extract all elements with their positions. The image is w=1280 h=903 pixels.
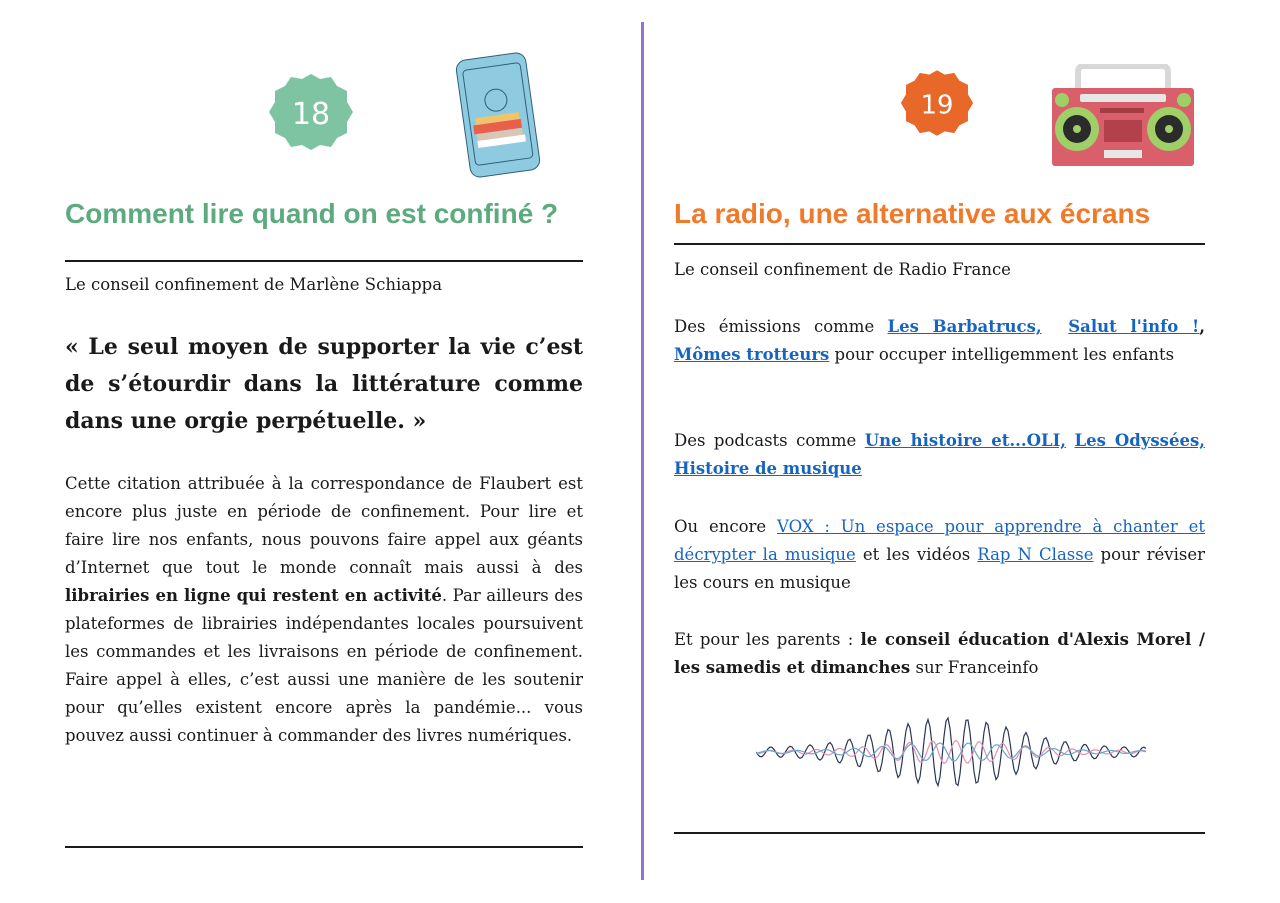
title-rule: [674, 243, 1205, 245]
link-salut-linfo[interactable]: Salut l'info !: [1068, 317, 1200, 336]
badge-number: 19: [920, 90, 954, 121]
tablet-books-icon: [453, 50, 543, 180]
bottom-rule: [674, 832, 1205, 834]
badge-number: 18: [291, 97, 331, 132]
sound-wave-icon: [756, 712, 1146, 792]
text: pour occuper intelligemment les enfants: [829, 345, 1175, 364]
text: pour réviser les cours en musique: [674, 545, 1205, 592]
body-text: . Par ailleurs des plateformes de librairies indépendantes locales poursuivent les commandes et les livraisons en période de confinement. Faire appel à elles, c’est aussi une manière de les soutenir pour qu’elles existent encore après la pandémie... vous pouvez aussi continuer à commander des livres numériques.: [65, 586, 583, 745]
text: sur Franceinfo: [910, 658, 1039, 677]
link-une-histoire-et-oli[interactable]: Une histoire et...OLI,: [864, 431, 1067, 450]
text: Ou encore: [674, 517, 777, 536]
shows-paragraph: [674, 313, 1205, 369]
subtitle: Le conseil confinement de Marlène Schiappa: [65, 275, 443, 294]
badge-18-icon: [268, 72, 354, 152]
section-title: Comment lire quand on est confiné ?: [65, 198, 559, 229]
bottom-rule: [65, 846, 583, 848]
boombox-icon: [1052, 64, 1194, 168]
vox-paragraph: [674, 513, 1205, 597]
badge-19-icon: [900, 67, 974, 139]
quote: « Le seul moyen de supporter la vie c’est de s’étourdir dans la littérature comme dans une orgie perpétuelle. »: [65, 334, 583, 434]
text: ,: [1199, 317, 1205, 336]
podcasts-paragraph: [674, 427, 1205, 483]
section-title: La radio, une alternative aux écrans: [674, 198, 1151, 229]
parents-paragraph: [674, 626, 1205, 682]
link-les-barbatrucs[interactable]: Les Barbatrucs,: [887, 317, 1042, 336]
link-vox[interactable]: VOX : Un espace pour apprendre à chanter et décrypter la musique: [674, 517, 1205, 564]
text: Des podcasts comme: [674, 431, 865, 450]
link-les-odyssees[interactable]: Les Odyssées,: [1074, 431, 1205, 450]
text: et les vidéos: [855, 545, 978, 564]
link-histoire-de-musique[interactable]: Histoire de musique: [674, 459, 862, 478]
link-momes-trotteurs[interactable]: Mômes trotteurs: [674, 345, 830, 364]
body-bold: librairies en ligne qui restent en activité: [65, 586, 442, 605]
bold-text: le conseil éducation d'Alexis Morel / les samedis et dimanches: [674, 630, 1205, 677]
title-rule: [65, 260, 583, 262]
subtitle: Le conseil confinement de Radio France: [674, 260, 1011, 279]
link-rap-n-classe[interactable]: Rap N Classe: [977, 545, 1094, 564]
text: Et pour les parents :: [674, 630, 861, 649]
column-divider: [641, 22, 644, 880]
text: Des émissions comme: [674, 317, 888, 336]
body-text: Cette citation attribuée à la correspondance de Flaubert est encore plus juste en période de confinement. Pour lire et faire lire nos enfants, nous pouvons faire appel aux géants d’Internet que tout le monde connaît mais aussi à des: [65, 474, 583, 577]
body-paragraph: [65, 470, 583, 750]
